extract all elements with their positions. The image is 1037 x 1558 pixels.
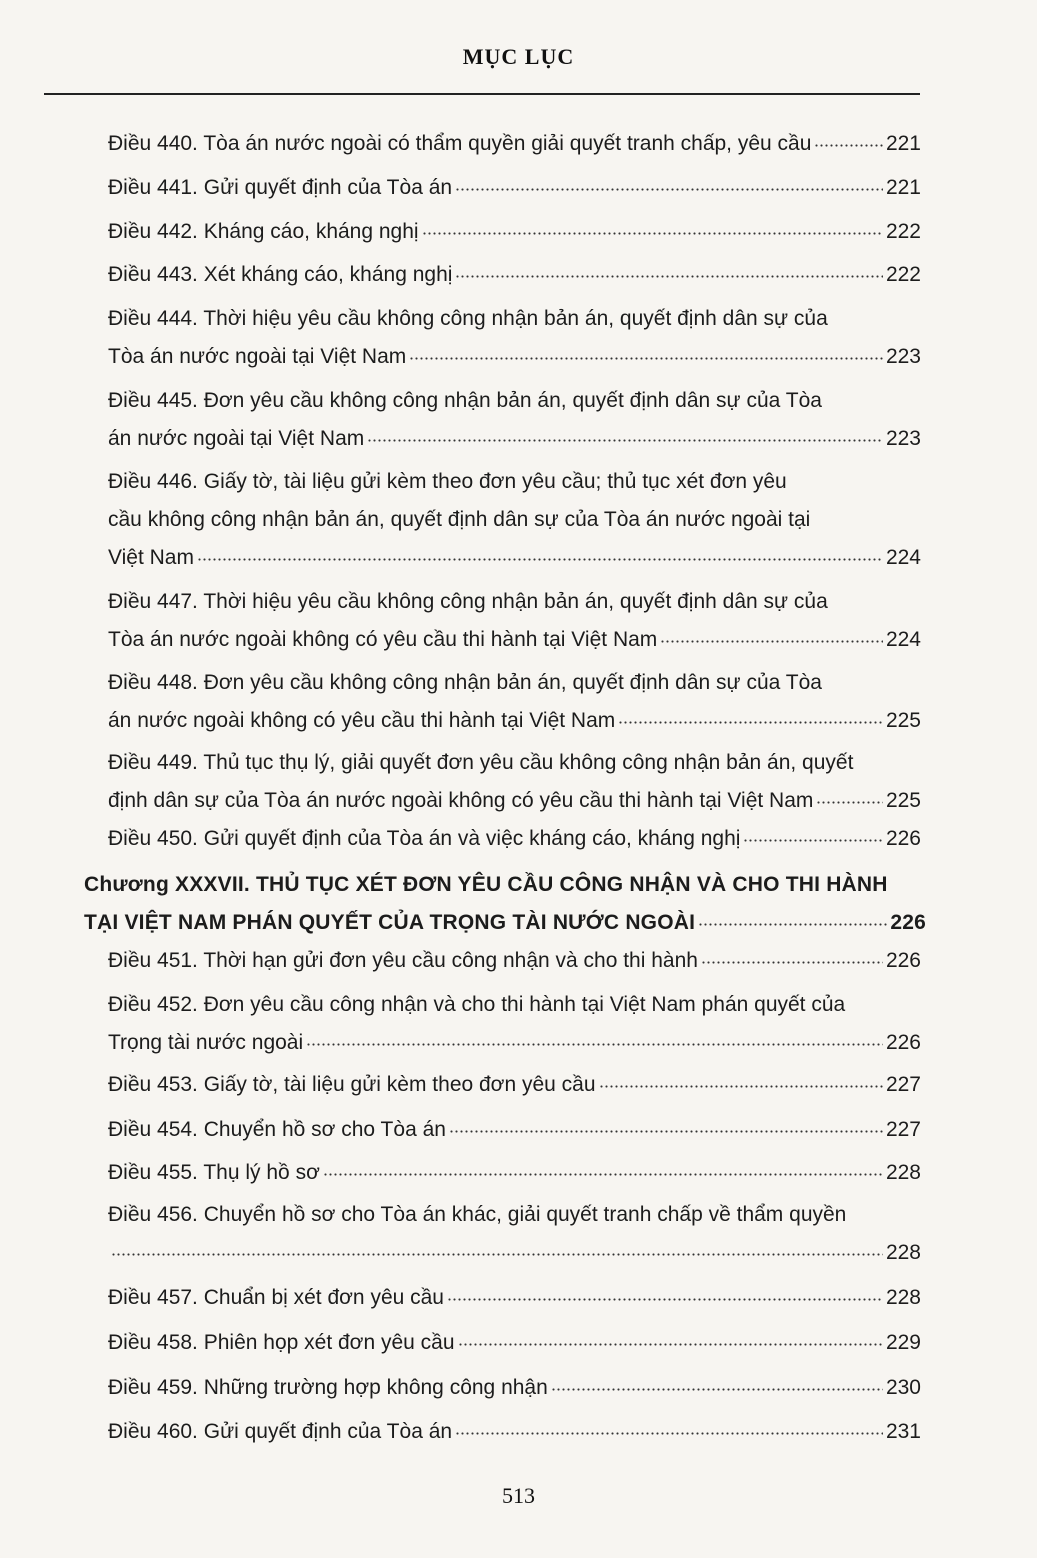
toc-entry-text: Điều 450. Gửi quyết định của Tòa án và việc kháng cáo, kháng nghị <box>108 827 741 850</box>
toc-line <box>108 782 921 820</box>
dot-leader <box>698 921 887 927</box>
dot-leader <box>701 959 883 965</box>
dot-leader <box>816 799 883 805</box>
toc-line <box>108 213 921 251</box>
toc-line <box>108 1279 921 1317</box>
toc-line <box>108 300 921 338</box>
dot-leader <box>599 1083 883 1089</box>
toc-line <box>108 338 921 376</box>
toc-page-number: 228 <box>885 1286 921 1309</box>
toc-line <box>108 621 921 659</box>
toc-entry-text: Điều 459. Những trường hợp không công nhận <box>108 1376 548 1399</box>
toc-entry-text: Điều 452. Đơn yêu cầu công nhận và cho thi hành tại Việt Nam phán quyết của <box>108 993 846 1016</box>
toc-page-number: 224 <box>885 546 921 569</box>
toc-line <box>108 664 921 702</box>
toc-line <box>108 1111 921 1149</box>
toc-page-number: 222 <box>885 263 921 286</box>
toc-page-number: 223 <box>885 345 921 368</box>
toc-page-number: 229 <box>885 1331 921 1354</box>
toc-entry-text: Điều 443. Xét kháng cáo, kháng nghị <box>108 263 453 286</box>
toc-page-number: 222 <box>885 220 921 243</box>
toc-entry-text: cầu không công nhận bản án, quyết định dân sự của Tòa án nước ngoài tại <box>108 508 811 531</box>
toc-line <box>108 744 921 782</box>
toc-line <box>108 256 921 294</box>
toc-entry-text: Điều 444. Thời hiệu yêu cầu không công nhận bản án, quyết định dân sự của <box>108 307 828 330</box>
toc-entry-text: TẠI VIỆT NAM PHÁN QUYẾT CỦA TRỌNG TÀI NƯỚC NGOÀI <box>84 911 696 934</box>
toc-entry-text: Điều 449. Thủ tục thụ lý, giải quyết đơn yêu cầu không công nhận bản án, quyết <box>108 751 854 774</box>
toc-entry-text: Điều 453. Giấy tờ, tài liệu gửi kèm theo đơn yêu cầu <box>108 1073 596 1096</box>
toc-entry-text: Tòa án nước ngoài không có yêu cầu thi hành tại Việt Nam <box>108 628 658 651</box>
page-number: 513 <box>502 1483 535 1508</box>
toc-page-number: 228 <box>885 1241 921 1264</box>
dot-leader <box>449 1128 883 1134</box>
dot-leader <box>409 355 883 361</box>
dot-leader <box>422 230 883 236</box>
toc-entry-text: án nước ngoài không có yêu cầu thi hành tại Việt Nam <box>108 709 616 732</box>
toc-line <box>84 904 926 942</box>
toc-page-number: 225 <box>885 709 921 732</box>
dot-leader <box>447 1296 883 1302</box>
dot-leader <box>551 1386 883 1392</box>
toc-page-number: 226 <box>885 1031 921 1054</box>
toc-page-number: 224 <box>885 628 921 651</box>
toc-page-number: 227 <box>885 1073 921 1096</box>
dot-leader <box>111 1251 883 1257</box>
toc-page-number: 225 <box>885 789 921 812</box>
toc-page-number: 227 <box>885 1118 921 1141</box>
toc-entry-text: Điều 458. Phiên họp xét đơn yêu cầu <box>108 1331 455 1354</box>
toc-line <box>108 501 921 539</box>
toc-line <box>108 1234 921 1272</box>
toc-line <box>108 942 921 980</box>
toc-page-number: 221 <box>885 176 921 199</box>
toc-entry-text: Điều 442. Kháng cáo, kháng nghị <box>108 220 419 243</box>
toc-line <box>108 1066 921 1104</box>
dot-leader <box>743 837 883 843</box>
dot-leader <box>323 1171 883 1177</box>
toc-page-number: 230 <box>885 1376 921 1399</box>
toc-entry-text: Điều 456. Chuyển hồ sơ cho Tòa án khác, giải quyết tranh chấp về thẩm quyền <box>108 1203 847 1226</box>
toc-entry-text: Trọng tài nước ngoài <box>108 1031 304 1054</box>
toc-entry-text: Điều 448. Đơn yêu cầu không công nhận bản án, quyết định dân sự của Tòa <box>108 671 822 694</box>
toc-entry-text: án nước ngoài tại Việt Nam <box>108 427 365 450</box>
toc-line <box>108 1196 921 1234</box>
toc-entry-text: Việt Nam <box>108 546 194 569</box>
dot-leader <box>306 1041 883 1047</box>
dot-leader <box>367 437 883 443</box>
toc-page-number: 231 <box>885 1420 921 1443</box>
toc-entry-text: Điều 441. Gửi quyết định của Tòa án <box>108 176 453 199</box>
toc-line <box>108 1369 921 1407</box>
toc-line <box>108 382 921 420</box>
toc-line <box>108 583 921 621</box>
toc-line <box>108 1413 921 1451</box>
toc-entry-text: Điều 445. Đơn yêu cầu không công nhận bản án, quyết định dân sự của Tòa <box>108 389 822 412</box>
toc-entry-text: Điều 446. Giấy tờ, tài liệu gửi kèm theo đơn yêu cầu; thủ tục xét đơn yêu <box>108 470 787 493</box>
dot-leader <box>455 1430 883 1436</box>
toc-entry-text: Điều 454. Chuyển hồ sơ cho Tòa án <box>108 1118 446 1141</box>
toc-line <box>108 463 921 501</box>
toc-line <box>108 169 921 207</box>
page-header-title: MỤC LỤC <box>462 44 575 69</box>
dot-leader <box>618 719 883 725</box>
toc-entry-text: Điều 440. Tòa án nước ngoài có thẩm quyền giải quyết tranh chấp, yêu cầu <box>108 132 812 155</box>
dot-leader <box>455 273 883 279</box>
toc-entry-text: Điều 447. Thời hiệu yêu cầu không công nhận bản án, quyết định dân sự của <box>108 590 828 613</box>
toc-entry-text: Điều 460. Gửi quyết định của Tòa án <box>108 1420 453 1443</box>
toc-entry-text: Chương XXXVII. THỦ TỤC XÉT ĐƠN YÊU CẦU CÔNG NHẬN VÀ CHO THI HÀNH <box>84 873 888 896</box>
toc-page-number: 223 <box>885 427 921 450</box>
toc-entry-text: Điều 457. Chuẩn bị xét đơn yêu cầu <box>108 1286 444 1309</box>
toc-page-number: 226 <box>885 827 921 850</box>
toc-entry-text: định dân sự của Tòa án nước ngoài không có yêu cầu thi hành tại Việt Nam <box>108 789 814 812</box>
toc-page-number: 226 <box>890 911 926 934</box>
dot-leader <box>455 186 883 192</box>
toc-line <box>108 539 921 577</box>
dot-leader <box>660 638 883 644</box>
toc-line <box>108 986 921 1024</box>
dot-leader <box>458 1341 883 1347</box>
toc-entry-text: Điều 455. Thụ lý hồ sơ <box>108 1161 320 1184</box>
toc-line <box>108 1324 921 1362</box>
dot-leader <box>814 142 883 148</box>
toc-entry-text: Tòa án nước ngoài tại Việt Nam <box>108 345 407 368</box>
dot-leader <box>197 556 883 562</box>
toc-page-number: 228 <box>885 1161 921 1184</box>
toc-entry-text: Điều 451. Thời hạn gửi đơn yêu cầu công nhận và cho thi hành <box>108 949 698 972</box>
toc-page-number: 221 <box>885 132 921 155</box>
toc-line <box>108 820 921 858</box>
toc-line <box>84 866 926 904</box>
toc-line <box>108 1154 921 1192</box>
toc-line <box>108 125 921 163</box>
toc-line <box>108 420 921 458</box>
toc-line <box>108 702 921 740</box>
toc-page-number: 226 <box>885 949 921 972</box>
toc-line <box>108 1024 921 1062</box>
